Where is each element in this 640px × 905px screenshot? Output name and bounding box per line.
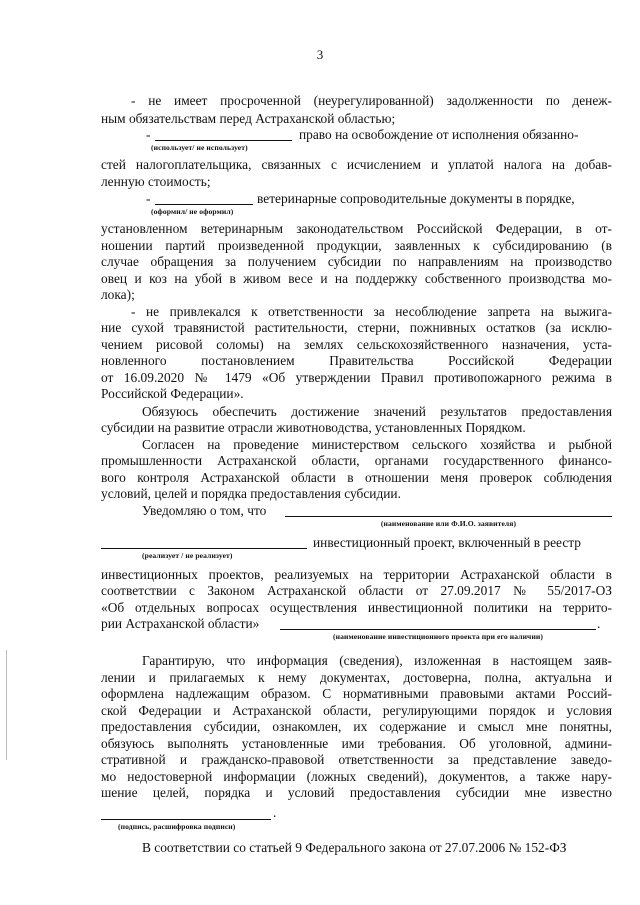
text-line: мо недостоверной информации (ложных сведений), документов, а также нару- <box>101 769 612 784</box>
fill-line-implements <box>101 548 307 549</box>
text-line: - не привлекался к ответственности за несоблюдение запрета на выжига- <box>131 304 612 319</box>
text-line: «Об отдельных вопросах осуществления инвестиционной политики на террито- <box>101 600 612 615</box>
field-caption: (использует/ не использует) <box>151 143 248 152</box>
text-line: ской Федерации и Астраханской области, регулирующими порядок и условия <box>101 703 612 718</box>
text-line: ние сухой травянистой растительности, стерни, пожнивных остатков (за исклю- <box>101 320 612 335</box>
text-line: шение целей, порядка и условий предоставления субсидии мне известно <box>101 785 612 800</box>
field-caption: (наименование или Ф.И.О. заявителя) <box>380 519 517 528</box>
text-line: В соответствии со статьей 9 Федерального закона от 27.07.2006 № 152-ФЗ <box>142 840 567 855</box>
fill-line-signature <box>101 819 271 820</box>
text-line: лока); <box>101 287 135 302</box>
fill-line-applicant <box>285 516 612 517</box>
text-line: новленного постановлением Правительства Российской Федерации <box>101 353 612 368</box>
text-line: Уведомляю о том, что <box>142 503 267 518</box>
text-line: Обязуюсь обеспечить достижение значений результатов предоставления <box>142 404 612 419</box>
text-line: - <box>146 127 151 142</box>
text-line: предоставления субсидии, ознакомлен, их содержание и смысл мне понятны, <box>101 719 612 734</box>
text-line: лении и прилагаемых к нему документах, достоверна, полна, актуальна и <box>101 670 612 685</box>
text-line: условий, целей и порядка предоставления субсидии. <box>101 486 401 501</box>
text-line: установленном ветеринарным законодательством Российской Федерации, в от- <box>101 221 612 236</box>
fill-line-vet <box>155 204 253 205</box>
text-line: ношении партий произведенной продукции, заявленных к субсидированию (в <box>101 238 612 253</box>
text-line: обязуюсь выполнять установленные ими требования. Об уголовной, админи- <box>101 736 612 751</box>
text-line: ным обязательствам перед Астраханской областью; <box>101 111 396 126</box>
text-line: - не имеет просроченной (неурегулированной) задолженности по денеж- <box>131 93 612 108</box>
field-caption: (оформил/ не оформил) <box>151 207 234 216</box>
text-line: соответствии с Законом Астраханской области от 27.09.2017 № 55/2017-ОЗ <box>101 583 612 598</box>
field-caption: (подпись, расшифровка подписи) <box>118 822 236 831</box>
text-line: стративной и гражданско-правовой ответственности за представление заведо- <box>101 752 612 767</box>
fill-line-vat <box>155 140 292 141</box>
text-line: инвестиционный проект, включенный в реестр <box>313 535 581 550</box>
text-line: овец и коз на убой в живом весе и на поддержку собственного производства мо- <box>101 271 612 286</box>
text-line: стей налогоплательщика, связанных с исчислением и уплатой налога на добав- <box>101 157 612 172</box>
text-line: - <box>146 191 151 206</box>
text-line: . <box>597 616 601 631</box>
text-line: ветеринарные сопроводительные документы в порядке, <box>257 191 575 206</box>
scan-edge <box>6 650 7 760</box>
text-line: оформлена надлежащим образом. С нормативными правовыми актами Россий- <box>101 686 612 701</box>
text-line: . <box>273 805 277 820</box>
text-line: право на освобождение от исполнения обязанно- <box>299 127 579 142</box>
text-line: от 16.09.2020 № 1479 «Об утверждении Правил противопожарного режима в <box>101 370 612 385</box>
text-line: чением рисовой соломы) на землях сельскохозяйственного назначения, уста- <box>101 337 612 352</box>
text-line: случае обращения за получением субсидии по направлениям на производство <box>101 254 612 269</box>
text-line: Гарантирую, что информация (сведения), изложенная в настоящем заяв- <box>142 653 612 668</box>
fill-line-project <box>280 629 596 630</box>
text-line: рии Астраханской области» <box>101 616 260 631</box>
text-line: промышленности Астраханской области, органами государственного финансо- <box>101 453 612 468</box>
field-caption: (реализует / не реализует) <box>142 551 233 560</box>
field-caption: (наименование инвестиционного проекта при его наличии) <box>332 632 544 641</box>
text-line: Российской Федерации». <box>101 386 244 401</box>
text-line: Согласен на проведение министерством сельского хозяйства и рыбной <box>142 437 612 452</box>
text-line: ленную стоимость; <box>101 174 211 189</box>
page-number: 3 <box>316 47 324 62</box>
text-line: субсидии на развитие отрасли животноводства, установленных Порядком. <box>101 420 526 435</box>
text-line: вого контроля Астраханской области в отношении меня проверок соблюдения <box>101 470 612 485</box>
text-line: инвестиционных проектов, реализуемых на территории Астраханской области в <box>101 567 612 582</box>
